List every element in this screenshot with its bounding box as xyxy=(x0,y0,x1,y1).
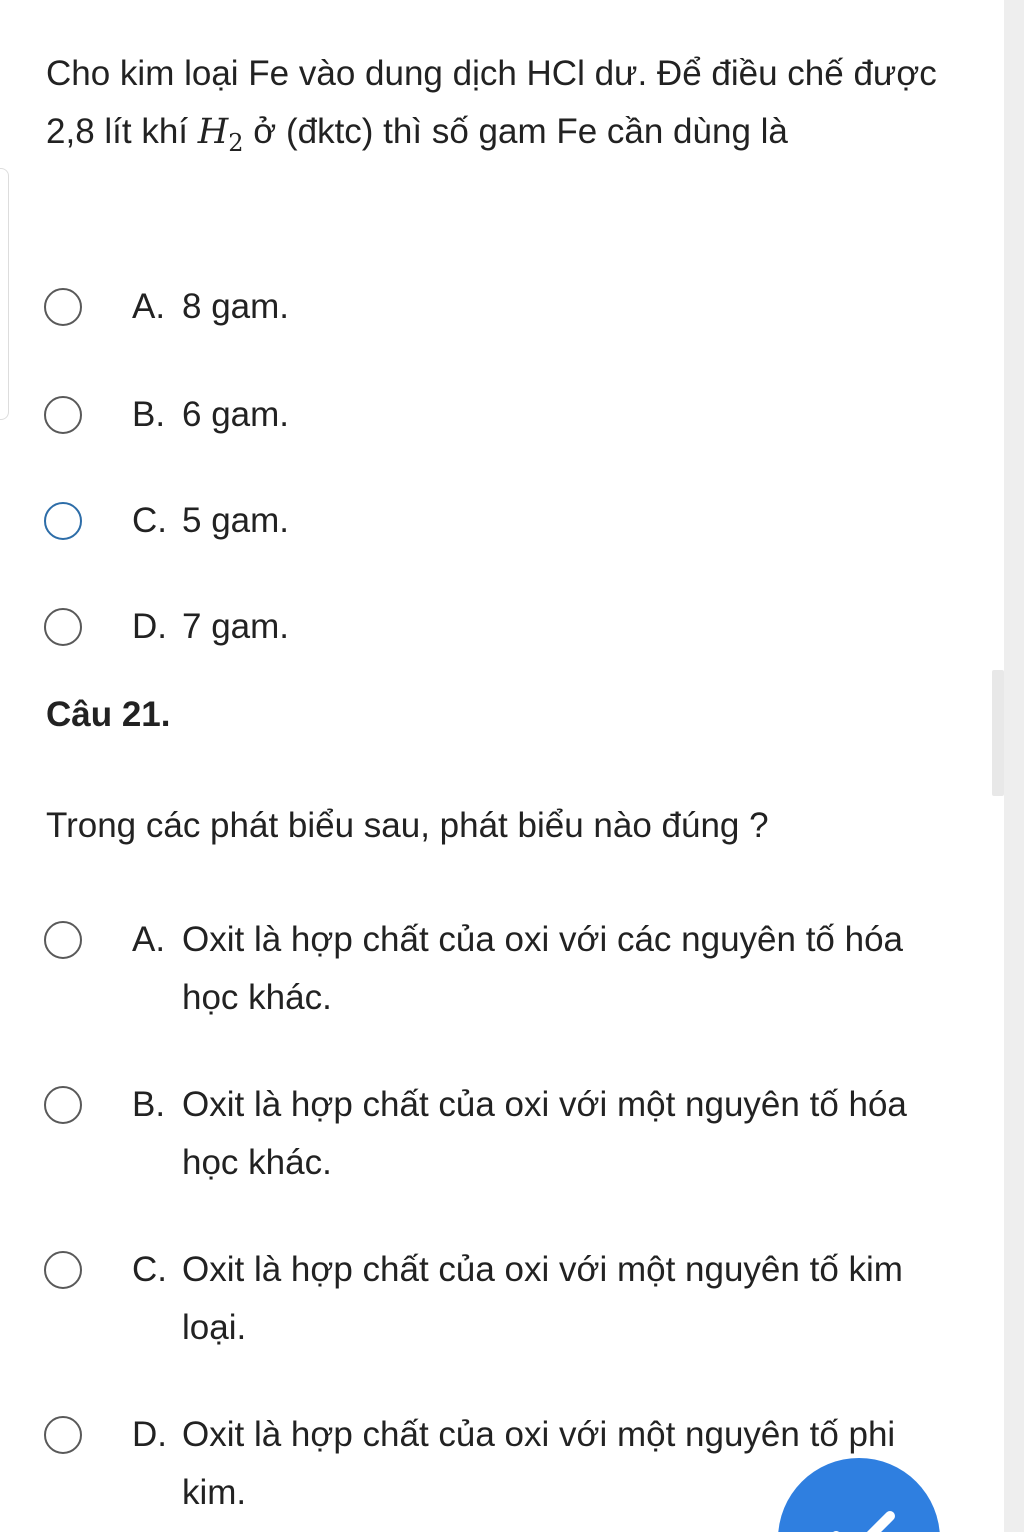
question-1-text xyxy=(46,45,946,172)
option-text: Oxit là hợp chất của oxi với một nguyên tố hóa học khác. xyxy=(182,1085,907,1182)
option-text: 5 gam. xyxy=(182,501,289,540)
option-letter: A. xyxy=(132,920,166,959)
scrollbar-thumb[interactable] xyxy=(992,670,1004,796)
option-letter: C. xyxy=(132,1250,167,1289)
question-2-text: Trong các phát biểu sau, phát biểu nào đúng ? xyxy=(46,806,769,845)
option-letter: B. xyxy=(132,1085,166,1124)
question-1-text-after: ở (đktc) thì số gam Fe cần dùng là xyxy=(243,112,788,151)
option-letter: A. xyxy=(132,287,166,326)
option-text: Oxit là hợp chất của oxi với một nguyên tố kim loại. xyxy=(182,1250,903,1347)
option-text: 8 gam. xyxy=(182,287,289,326)
radio-button[interactable] xyxy=(44,1251,82,1289)
radio-button[interactable] xyxy=(44,288,82,326)
option-letter: D. xyxy=(132,607,167,646)
question-1-text-before: Cho kim loại Fe vào dung dịch HCl dư. Để điều chế được 2,8 lít khí xyxy=(46,54,937,151)
submit-fab-button[interactable] xyxy=(778,1458,940,1532)
scrollbar-track[interactable] xyxy=(1004,0,1024,1532)
check-icon xyxy=(778,1458,940,1532)
option-letter: C. xyxy=(132,501,167,540)
option-text: 7 gam. xyxy=(182,607,289,646)
formula-symbol: H xyxy=(197,112,229,152)
radio-button[interactable] xyxy=(44,1416,82,1454)
question-heading: Câu 21. xyxy=(46,695,171,734)
option-letter: B. xyxy=(132,395,166,434)
formula-subscript: 2 xyxy=(228,129,244,157)
option-text: 6 gam. xyxy=(182,395,289,434)
option-text: Oxit là hợp chất của oxi với một nguyên tố phi kim. xyxy=(182,1415,896,1512)
option-text: Oxit là hợp chất của oxi với các nguyên tố hóa học khác. xyxy=(182,920,904,1017)
option-letter: D. xyxy=(132,1415,167,1454)
radio-button[interactable] xyxy=(44,1086,82,1124)
side-panel-edge xyxy=(0,168,9,420)
radio-button[interactable] xyxy=(44,921,82,959)
formula-h2 xyxy=(197,112,244,157)
radio-button[interactable] xyxy=(44,396,82,434)
radio-button[interactable] xyxy=(44,608,82,646)
radio-button[interactable] xyxy=(44,502,82,540)
